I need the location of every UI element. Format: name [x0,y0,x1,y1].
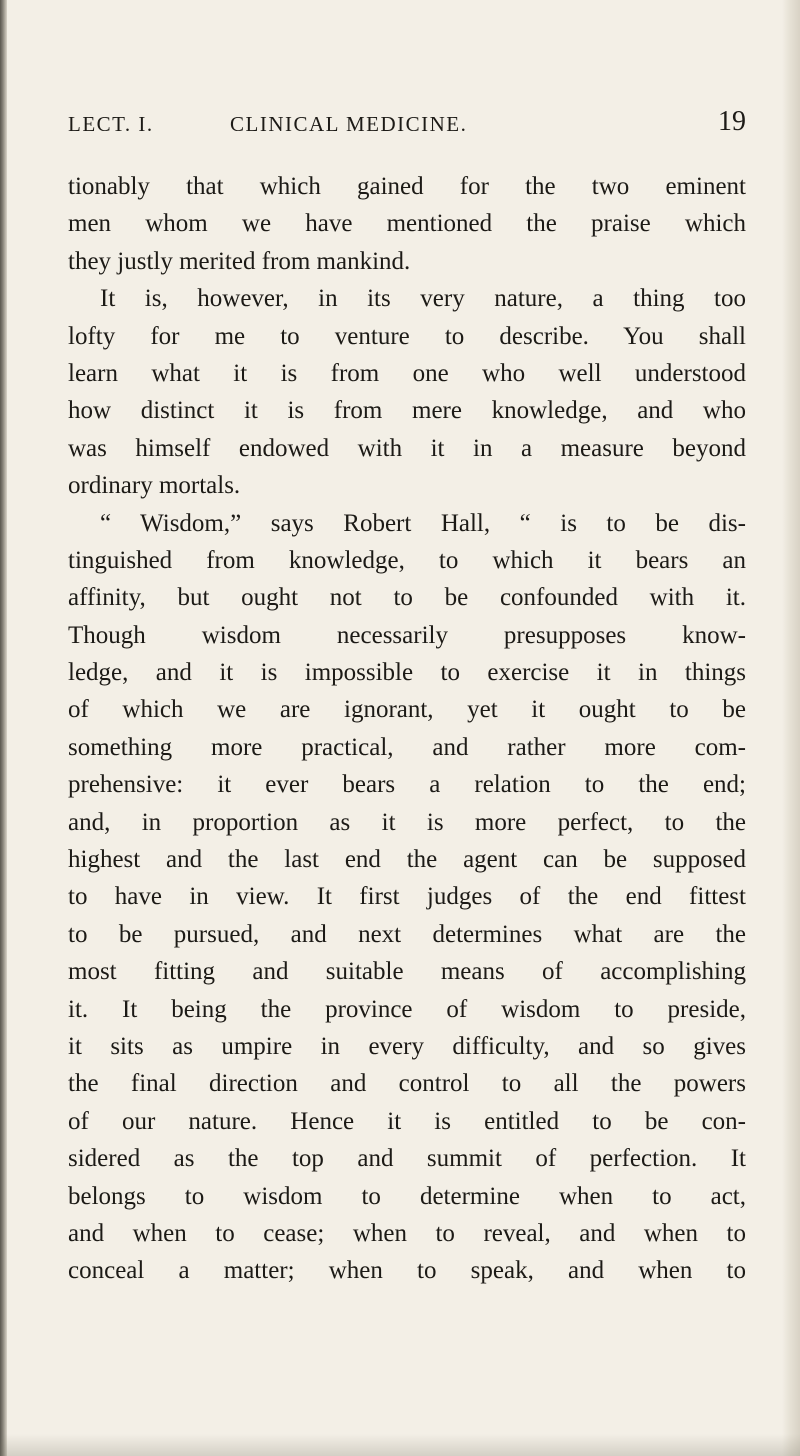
text-line: of which we are ignorant, yet it ought to be [68,696,746,724]
text-line: affinity, but ought not to be confounded with it. [68,584,746,612]
chapter-title: CLINICAL MEDICINE. [230,112,468,136]
text-line: something more practical, and rather more com- [68,733,746,761]
text-line: conceal a matter; when to speak, and when to [68,1257,746,1285]
page-number: 19 [718,106,746,137]
text-line: lofty for me to venture to describe. You shall [68,322,746,350]
text-line: tinguished from knowledge, to which it bears an [68,546,746,574]
text-line: the final direction and control to all the powers [68,1070,746,1098]
text-line: prehensive: it ever bears a relation to the end; [68,771,746,799]
text-line: “ Wisdom,” says Robert Hall, “ is to be dis- [100,509,746,537]
body-text [68,168,746,1290]
text-line: ordinary mortals. [68,472,241,500]
text-line: and when to cease; when to reveal, and when to [68,1219,746,1247]
text-line: men whom we have mentioned the praise which [68,210,746,238]
text-line: highest and the last end the agent can be supposed [68,846,746,874]
text-line: they justly merited from mankind. [68,247,411,275]
text-line: it sits as umpire in every difficulty, and so gives [68,1032,746,1060]
text-line: how distinct it is from mere knowledge, and who [68,397,746,425]
page-edge-shadow [782,0,800,1456]
text-line: ledge, and it is impossible to exercise it in things [68,659,746,687]
page-bottom-shadow [0,1434,800,1456]
text-line: was himself endowed with it in a measure beyond [68,434,746,462]
page-gutter-shadow [0,0,7,1456]
running-head [68,106,746,146]
text-line: to have in view. It first judges of the end fittest [68,883,746,911]
text-line: and, in proportion as it is more perfect, to the [68,808,746,836]
text-line: It is, however, in its very nature, a thing too [100,285,746,313]
text-line: belongs to wisdom to determine when to act, [68,1182,746,1210]
text-line: it. It being the province of wisdom to preside, [68,995,746,1023]
text-line: of our nature. Hence it is entitled to be con- [68,1107,746,1135]
text-line: Though wisdom necessarily presupposes know- [68,621,746,649]
text-line: sidered as the top and summit of perfection. It [68,1145,746,1173]
text-line: most fitting and suitable means of accomplishing [68,958,746,986]
text-line: to be pursued, and next determines what are the [68,920,746,948]
text-line: tionably that which gained for the two eminent [68,173,746,200]
lecture-label: LECT. I. [68,112,154,136]
text-line: learn what it is from one who well understood [68,359,746,387]
